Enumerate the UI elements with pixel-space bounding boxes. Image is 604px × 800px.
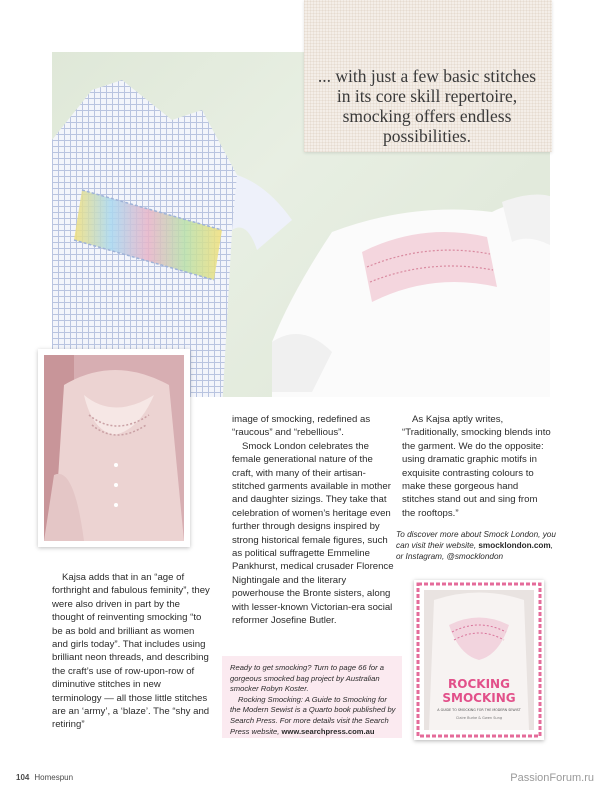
smocklondon-note — [396, 529, 556, 563]
column2-paragraph-2: Smock London celebrates the female generational nature of the craft, with many of their artisan-stitched garments available in mother and daughter sizings. They take that celebration of women’s heritage even further through designs inspired by strong historical female figures, such as political suffragette Emmeline Pankhurst, medical crusader Florence Nightingale and the literary powerhouse the Bronte sisters, along with lesser-known Victorian-era social reformer Josefine Butler. — [232, 440, 394, 627]
article-column-1 — [52, 571, 210, 732]
article-column-3 — [402, 413, 552, 520]
info-box-line-2-text: Rocking Smocking: A Guide to Smocking for the Modern Sewist is a Quarto book published by Search Press. For more details visit the Search Press website, — [230, 694, 396, 736]
watermark: PassionForum.ru — [510, 772, 594, 784]
column1-paragraph: Kajsa adds that in an “age of forthright and fabulous feminity”, they were also driven in part by the thought of reinventing smocking “to be as bold and brilliant as women and girls today”. That includes using brilliant neon threads, and describing the craft’s use of row-upon-row of diminutive stitches in new terminology — all those little stitches are an ‘army’, a ‘blaze’. The “shy and retiring” — [52, 572, 210, 731]
magazine-name: Homespun — [34, 773, 74, 782]
info-box-line-1: Ready to get smocking? Turn to page 66 for a gorgeous smocked bag project by Australian smocker Robyn Koster. — [230, 663, 384, 694]
info-box-line-2 — [230, 695, 396, 737]
searchpress-website-link[interactable]: www.searchpress.com.au — [281, 726, 375, 736]
book-title-line-1: ROCKING — [448, 677, 510, 691]
pull-quote: ... with just a few basic stitches in its core skill repertoire, smocking offers endless possibilities. — [317, 66, 537, 146]
pink-blouse-illustration — [44, 355, 184, 541]
page-number: 104 — [16, 773, 30, 782]
column3-paragraph: As Kajsa aptly writes, “Traditionally, smocking blends into the garment. We do the opposite: using dramatic graphic motifs in exquisite contrasting colours to make these gorgeous hand stitches stand out and sing from the rooftops.” — [402, 414, 551, 519]
article-column-2 — [232, 413, 394, 628]
book-cover-art — [414, 580, 544, 740]
book-cover — [414, 580, 544, 740]
page-footer — [16, 773, 73, 782]
info-box-text — [230, 663, 396, 737]
smocklondon-website-link[interactable]: smocklondon.com — [478, 541, 551, 551]
book-authors: Claire Burke & Gwen Sung — [455, 716, 503, 720]
note-prefix: To discover more about Smock London, you can visit their website, — [396, 530, 556, 551]
book-title-line-2: SMOCKING — [442, 691, 516, 705]
inset-photo — [38, 349, 190, 547]
note-suffix: , or Instagram, @smocklondon — [396, 541, 553, 562]
white-dress-illustration — [272, 192, 550, 397]
book-subtitle: A GUIDE TO SMOCKING FOR THE MODERN SEWIST — [437, 708, 521, 712]
column2-paragraph-1: image of smocking, redefined as “raucous” and “rebellious”. — [232, 414, 371, 439]
